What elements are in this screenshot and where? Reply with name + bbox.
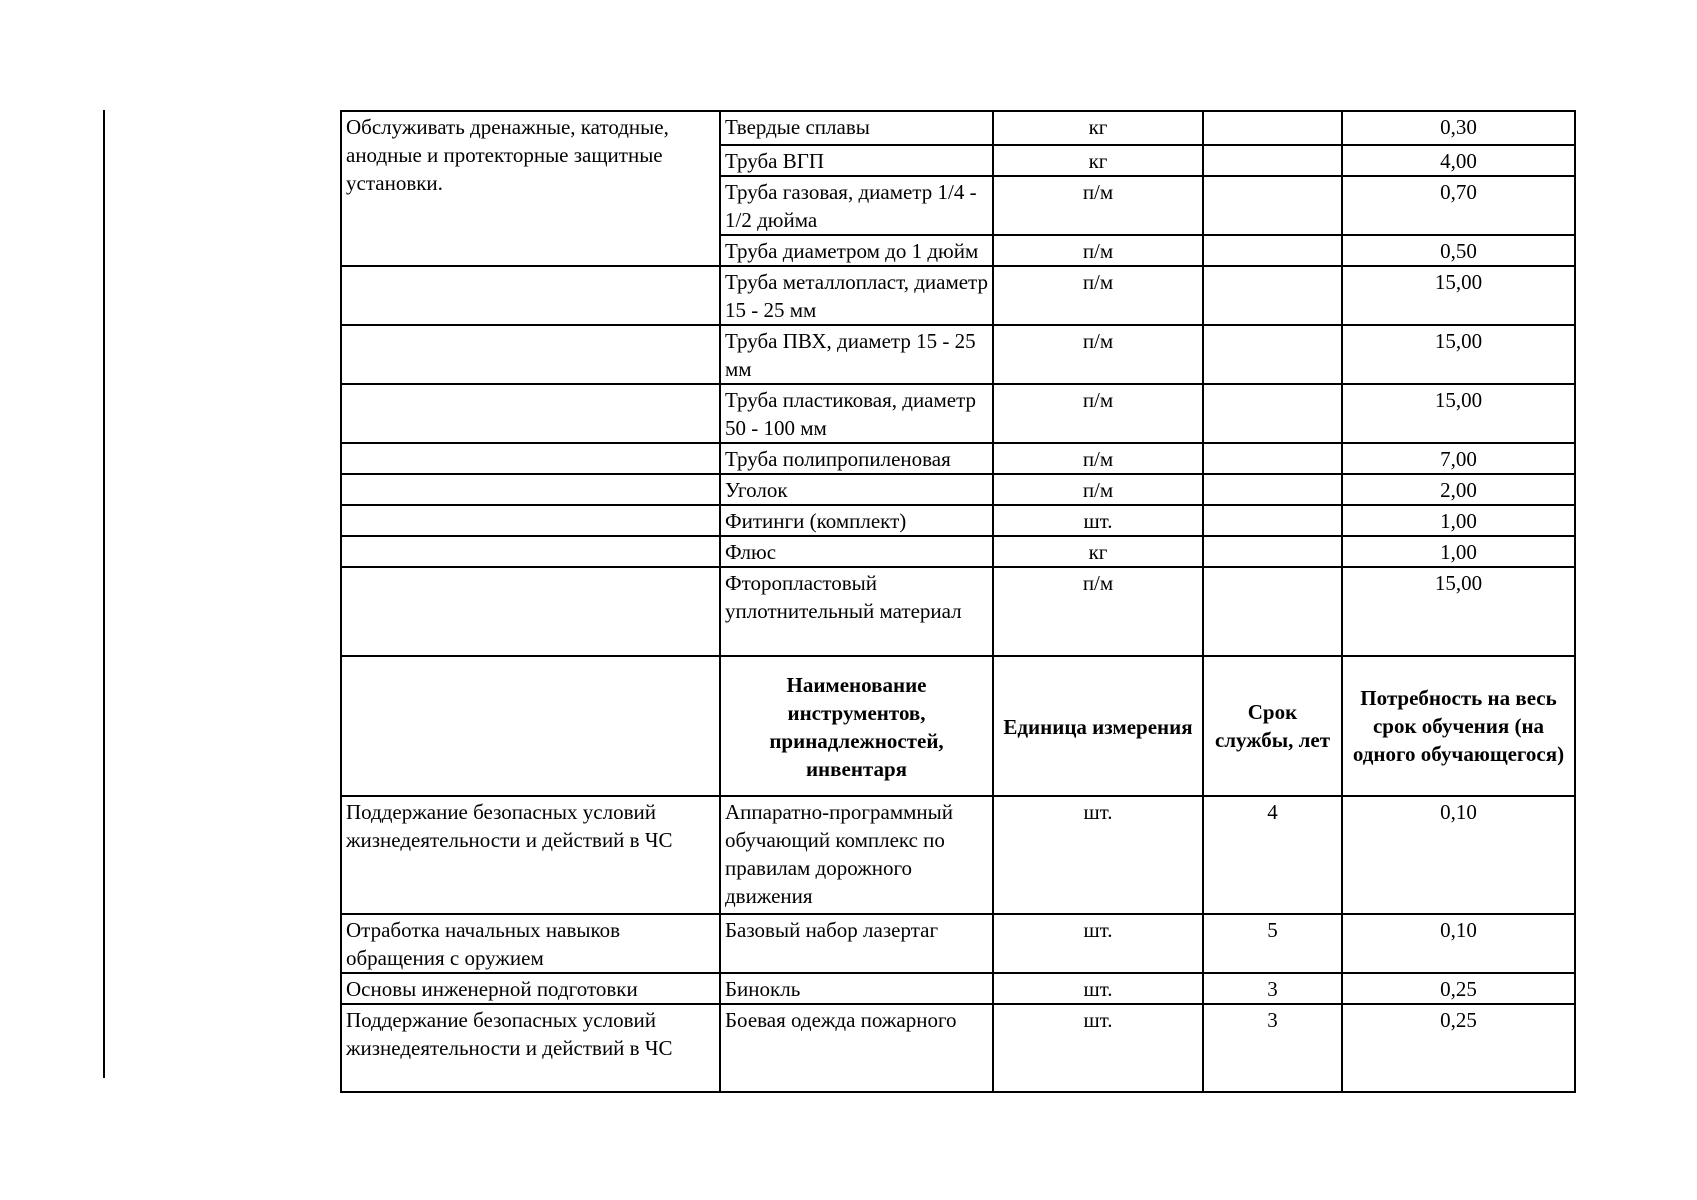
table-row	[341, 567, 1575, 656]
header-name: Наименование инструментов, принадлежностей, инвентаря	[720, 656, 993, 796]
item-life	[1203, 567, 1342, 656]
table-row	[341, 796, 1575, 914]
table-row	[341, 474, 1575, 505]
item-qty: 0,50	[1342, 235, 1575, 266]
item-unit: п/м	[993, 443, 1203, 474]
item-life: 5	[1203, 914, 1342, 973]
table-row	[341, 443, 1575, 474]
item-name: Труба металлопласт, диаметр 15 - 25 мм	[720, 266, 993, 325]
item-life	[1203, 176, 1342, 235]
margin-line	[103, 110, 105, 1078]
item-life	[1203, 145, 1342, 176]
item-qty: 4,00	[1342, 145, 1575, 176]
item-name: Труба ВГП	[720, 145, 993, 176]
item-name: Боевая одежда пожарного	[720, 1004, 993, 1092]
table-row	[341, 111, 1575, 145]
item-unit: кг	[993, 536, 1203, 567]
item-unit: п/м	[993, 235, 1203, 266]
item-life: 3	[1203, 973, 1342, 1004]
item-qty: 15,00	[1342, 266, 1575, 325]
item-life: 3	[1203, 1004, 1342, 1092]
section-cell: Поддержание безопасных условий жизнедеятельности и действий в ЧС	[341, 796, 720, 914]
table-row	[341, 266, 1575, 325]
item-unit: кг	[993, 111, 1203, 145]
table-row	[341, 505, 1575, 536]
item-qty: 1,00	[1342, 505, 1575, 536]
section-cell: Основы инженерной подготовки	[341, 973, 720, 1004]
item-qty: 15,00	[1342, 567, 1575, 656]
item-life	[1203, 235, 1342, 266]
section-cell	[341, 266, 720, 325]
item-qty: 0,10	[1342, 796, 1575, 914]
item-unit: п/м	[993, 474, 1203, 505]
item-unit: шт.	[993, 505, 1203, 536]
section-cell	[341, 567, 720, 656]
section-cell	[341, 536, 720, 567]
table-row	[341, 384, 1575, 443]
item-name: Уголок	[720, 474, 993, 505]
item-qty: 0,70	[1342, 176, 1575, 235]
item-qty: 0,10	[1342, 914, 1575, 973]
item-life	[1203, 325, 1342, 384]
item-unit: шт.	[993, 1004, 1203, 1092]
item-name: Базовый набор лазертаг	[720, 914, 993, 973]
table-row	[341, 1004, 1575, 1092]
item-name: Твердые сплавы	[720, 111, 993, 145]
item-name: Бинокль	[720, 973, 993, 1004]
section-cell: Поддержание безопасных условий жизнедеятельности и действий в ЧС	[341, 1004, 720, 1092]
item-qty: 0,25	[1342, 973, 1575, 1004]
item-name: Фитинги (комплект)	[720, 505, 993, 536]
section-cell	[341, 325, 720, 384]
item-unit: п/м	[993, 567, 1203, 656]
item-life	[1203, 111, 1342, 145]
item-life	[1203, 384, 1342, 443]
item-name: Труба пластиковая, диаметр 50 - 100 мм	[720, 384, 993, 443]
header-qty: Потребность на весь срок обучения (на одного обучающегося)	[1342, 656, 1575, 796]
item-unit: п/м	[993, 325, 1203, 384]
item-unit: шт.	[993, 973, 1203, 1004]
item-qty: 7,00	[1342, 443, 1575, 474]
item-name: Труба газовая, диаметр 1/4 - 1/2 дюйма	[720, 176, 993, 235]
table-row	[341, 325, 1575, 384]
tools-header-row	[341, 656, 1575, 796]
item-qty: 0,25	[1342, 1004, 1575, 1092]
item-life	[1203, 266, 1342, 325]
section-cell	[341, 384, 720, 443]
header-unit: Единица измерения	[993, 656, 1203, 796]
item-qty: 2,00	[1342, 474, 1575, 505]
item-unit: п/м	[993, 176, 1203, 235]
section-cell	[341, 474, 720, 505]
section-cell	[341, 505, 720, 536]
item-name: Аппаратно-программный обучающий комплекс по правилам дорожного движения	[720, 796, 993, 914]
header-life: Срок службы, лет	[1203, 656, 1342, 796]
item-qty: 1,00	[1342, 536, 1575, 567]
item-life	[1203, 505, 1342, 536]
item-unit: шт.	[993, 914, 1203, 973]
item-name: Труба ПВХ, диаметр 15 - 25 мм	[720, 325, 993, 384]
item-unit: п/м	[993, 384, 1203, 443]
item-life: 4	[1203, 796, 1342, 914]
table-row	[341, 536, 1575, 567]
item-unit: шт.	[993, 796, 1203, 914]
item-life	[1203, 474, 1342, 505]
equipment-table	[340, 110, 1576, 1093]
item-name: Флюс	[720, 536, 993, 567]
table-row	[341, 914, 1575, 973]
table-row	[341, 973, 1575, 1004]
item-life	[1203, 536, 1342, 567]
item-qty: 15,00	[1342, 384, 1575, 443]
section-cell: Обслуживать дренажные, катодные, анодные и протекторные защитные установки.	[341, 111, 720, 266]
item-qty: 15,00	[1342, 325, 1575, 384]
item-unit: п/м	[993, 266, 1203, 325]
section-cell: Отработка начальных навыков обращения с оружием	[341, 914, 720, 973]
item-life	[1203, 443, 1342, 474]
item-name: Труба полипропиленовая	[720, 443, 993, 474]
item-unit: кг	[993, 145, 1203, 176]
item-name: Труба диаметром до 1 дюйм	[720, 235, 993, 266]
item-qty: 0,30	[1342, 111, 1575, 145]
item-name: Фторопластовый уплотнительный материал	[720, 567, 993, 656]
header-empty-cell	[341, 656, 720, 796]
section-cell	[341, 443, 720, 474]
